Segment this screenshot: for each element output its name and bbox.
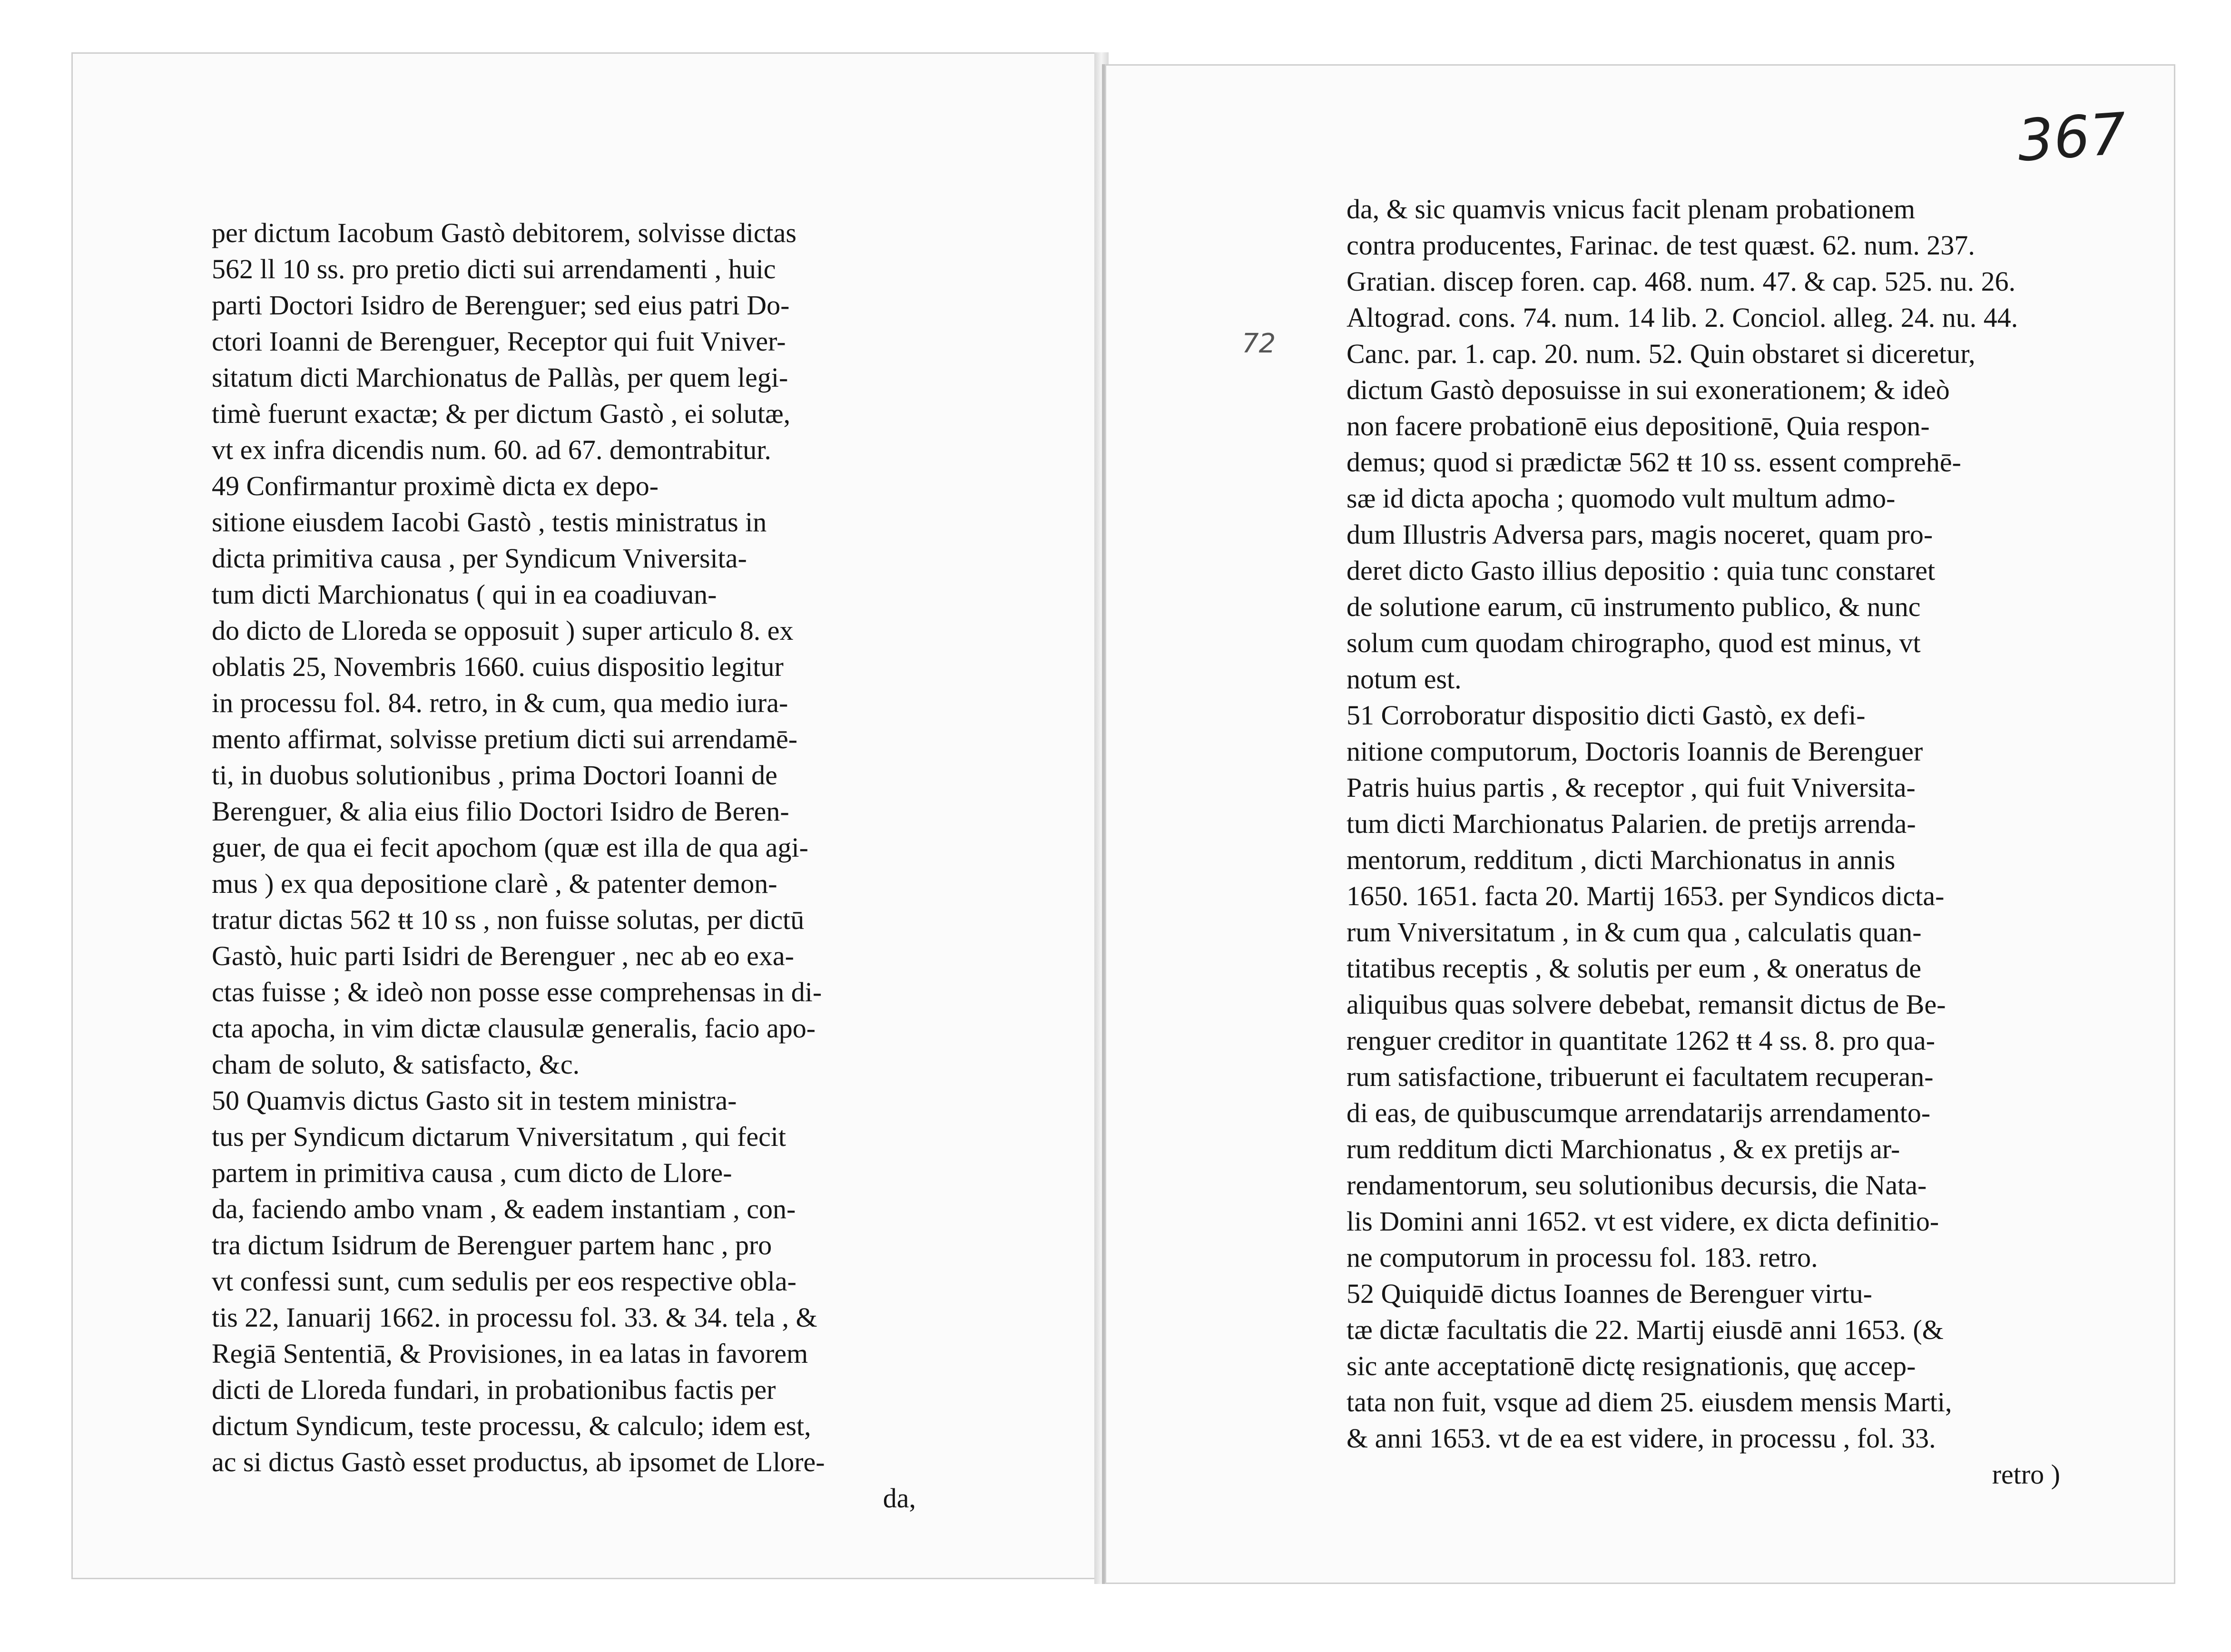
text-line: rum redditum dicti Marchionatus , & ex pretijs ar- (1346, 1134, 1900, 1164)
text-line: tus per Syndicum dictarum Vniversitatum , qui fecit (212, 1121, 786, 1152)
text-line: timè fuerunt exactæ; & per dictum Gastò , ei solutæ, (212, 398, 791, 429)
text-line: aliquibus quas solvere debebat, remansit dictus de Be- (1346, 989, 1946, 1020)
text-line: vt ex infra dicendis num. 60. ad 67. demontrabitur. (212, 434, 771, 465)
text-line: cham de soluto, & satisfacto, &c. (212, 1049, 580, 1080)
text-line: dicti de Lloreda fundari, in probationibus factis per (212, 1374, 776, 1405)
text-line: mus ) ex qua depositione clarè , & patenter demon- (212, 868, 777, 899)
text-line: da, (883, 1483, 916, 1514)
text-line: cta apocha, in vim dictæ clausulæ generalis, facio apo- (212, 1013, 816, 1044)
text-line: tata non fuit, vsque ad diem 25. eiusdem mensis Marti, (1346, 1387, 1952, 1417)
text-line: mentorum, redditum , dicti Marchionatus in annis (1346, 844, 1896, 875)
text-line: sitatum dicti Marchionatus de Pallàs, per quem legi- (212, 362, 788, 393)
text-line: lis Domini anni 1652. vt est videre, ex dicta definitio- (1346, 1206, 1939, 1237)
text-line: ctori Ioanni de Berenguer, Receptor qui fuit Vniver- (212, 326, 786, 357)
text-line: deret dicto Gasto illius depositio : quia tunc constaret (1346, 555, 1936, 586)
text-line: 51 Corroboratur dispositio dicti Gastò, ex defi- (1346, 700, 1866, 731)
text-line: tæ dictæ facultatis die 22. Martij eiusdē anni 1653. (& (1346, 1314, 1944, 1345)
text-line: ctas fuisse ; & ideò non posse esse comprehensas in di- (212, 977, 822, 1007)
text-line: dictum Gastò deposuisse in sui exonerationem; & ideò (1346, 374, 1950, 405)
text-line: vt confessi sunt, cum sedulis per eos respective obla- (212, 1266, 796, 1297)
text-line: tum dicti Marchionatus ( qui in ea coadiuvan- (212, 579, 717, 610)
text-line: contra producentes, Farinac. de test quæst. 62. num. 237. (1346, 230, 1975, 261)
margin-annotation: 72 (1242, 328, 1276, 359)
text-line: in processu fol. 84. retro, in & cum, qua medio iura- (212, 687, 788, 718)
text-line: di eas, de quibuscumque arrendatarijs arrendamento- (1346, 1097, 1931, 1128)
text-line: dicta primitiva causa , per Syndicum Vniversita- (212, 543, 747, 574)
text-line: da, faciendo ambo vnam , & eadem instantiam , con- (212, 1193, 796, 1224)
text-line: dum Illustris Adversa pars, magis noceret, quam pro- (1346, 519, 1933, 550)
text-line: 49 Confirmantur proximè dicta ex depo- (212, 470, 659, 501)
text-line: Gastò, huic parti Isidri de Berenguer , nec ab eo exa- (212, 940, 794, 971)
text-line: ac si dictus Gastò esset productus, ab ipsomet de Llore- (212, 1447, 825, 1477)
text-line: 52 Quiquidē dictus Ioannes de Berenguer virtu- (1346, 1278, 1872, 1309)
text-line: & anni 1653. vt de ea est videre, in processu , fol. 33. (1346, 1423, 1936, 1454)
text-line: mento affirmat, solvisse pretium dicti sui arrendamē- (212, 723, 798, 754)
text-line: titatibus receptis , & solutis per eum , & oneratus de (1346, 953, 1922, 984)
text-line: de solutione earum, cū instrumento publico, & nunc (1346, 591, 1921, 622)
text-line: notum est. (1346, 664, 1462, 694)
text-line: tis 22, Ianuarij 1662. in processu fol. 33. & 34. tela , & (212, 1302, 817, 1333)
text-line: tra dictum Isidrum de Berenguer partem hanc , pro (212, 1230, 772, 1261)
text-line: sæ id dicta apocha ; quomodo vult multum admo- (1346, 483, 1896, 514)
text-line: partem in primitiva causa , cum dicto de Llore- (212, 1157, 732, 1188)
text-line: non facere probationē eius depositionē, Quia respon- (1346, 411, 1930, 441)
text-line: tum dicti Marchionatus Palarien. de pretijs arrenda- (1346, 808, 1916, 839)
text-line: 1650. 1651. facta 20. Martij 1653. per Syndicos dicta- (1346, 880, 1945, 911)
text-line: Patris huius partis , & receptor , qui fuit Vniversita- (1346, 772, 1916, 803)
text-line: guer, de qua ei fecit apochom (quæ est illa de qua agi- (212, 832, 808, 863)
text-line: renguer creditor in quantitate 1262 ŧŧ 4 ss. 8. pro qua- (1346, 1025, 1936, 1056)
text-line: 50 Quamvis dictus Gasto sit in testem ministra- (212, 1085, 737, 1116)
text-line: 562 ll 10 ss. pro pretio dicti sui arrendamenti , huic (212, 254, 776, 284)
text-line: da, & sic quamvis vnicus facit plenam probationem (1346, 194, 1916, 225)
text-line: rendamentorum, seu solutionibus decursis, die Nata- (1346, 1170, 1927, 1201)
text-line: Gratian. discep foren. cap. 468. num. 47. & cap. 525. nu. 26. (1346, 266, 2016, 297)
text-line: ne computorum in processu fol. 183. retro. (1346, 1242, 1818, 1273)
text-line: oblatis 25, Novembris 1660. cuius dispositio legitur (212, 651, 784, 682)
right-page-text (1346, 191, 2060, 1493)
text-line: retro ) (1992, 1459, 2060, 1490)
text-line: dictum Syndicum, teste processu, & calculo; idem est, (212, 1410, 811, 1441)
text-line: rum Vniversitatum , in & cum qua , calculatis quan- (1346, 917, 1922, 948)
text-line: per dictum Iacobum Gastò debitorem, solvisse dictas (212, 217, 796, 248)
text-line: solum cum quodam chirographo, quod est minus, vt (1346, 627, 1921, 658)
text-line: ti, in duobus solutionibus , prima Doctori Ioanni de (212, 760, 777, 791)
text-line: sic ante acceptationē dictę resignationis, quę accep- (1346, 1350, 1916, 1381)
left-page-text (212, 215, 916, 1516)
text-line: tratur dictas 562 ŧŧ 10 ss , non fuisse solutas, per dictū (212, 904, 805, 935)
text-line: do dicto de Lloreda se opposuit ) super articulo 8. ex (212, 615, 794, 646)
text-line: rum satisfactione, tribuerunt ei facultatem recuperan- (1346, 1061, 1934, 1092)
text-line: Altograd. cons. 74. num. 14 lib. 2. Conciol. alleg. 24. nu. 44. (1346, 302, 2018, 333)
text-line: Canc. par. 1. cap. 20. num. 52. Quin obstaret si diceretur, (1346, 338, 1975, 369)
folio-number: 367 (2015, 101, 2129, 175)
text-line: sitione eiusdem Iacobi Gastò , testis ministratus in (212, 507, 767, 538)
text-line: demus; quod si prædictæ 562 ŧŧ 10 ss. essent comprehē- (1346, 447, 1961, 478)
text-line: nitione computorum, Doctoris Ioannis de Berenguer (1346, 736, 1923, 767)
text-line: Berenguer, & alia eius filio Doctori Isidro de Beren- (212, 796, 789, 827)
text-line: parti Doctori Isidro de Berenguer; sed eius patri Do- (212, 290, 790, 321)
text-line: Regiā Sententiā, & Provisiones, in ea latas in favorem (212, 1338, 808, 1369)
